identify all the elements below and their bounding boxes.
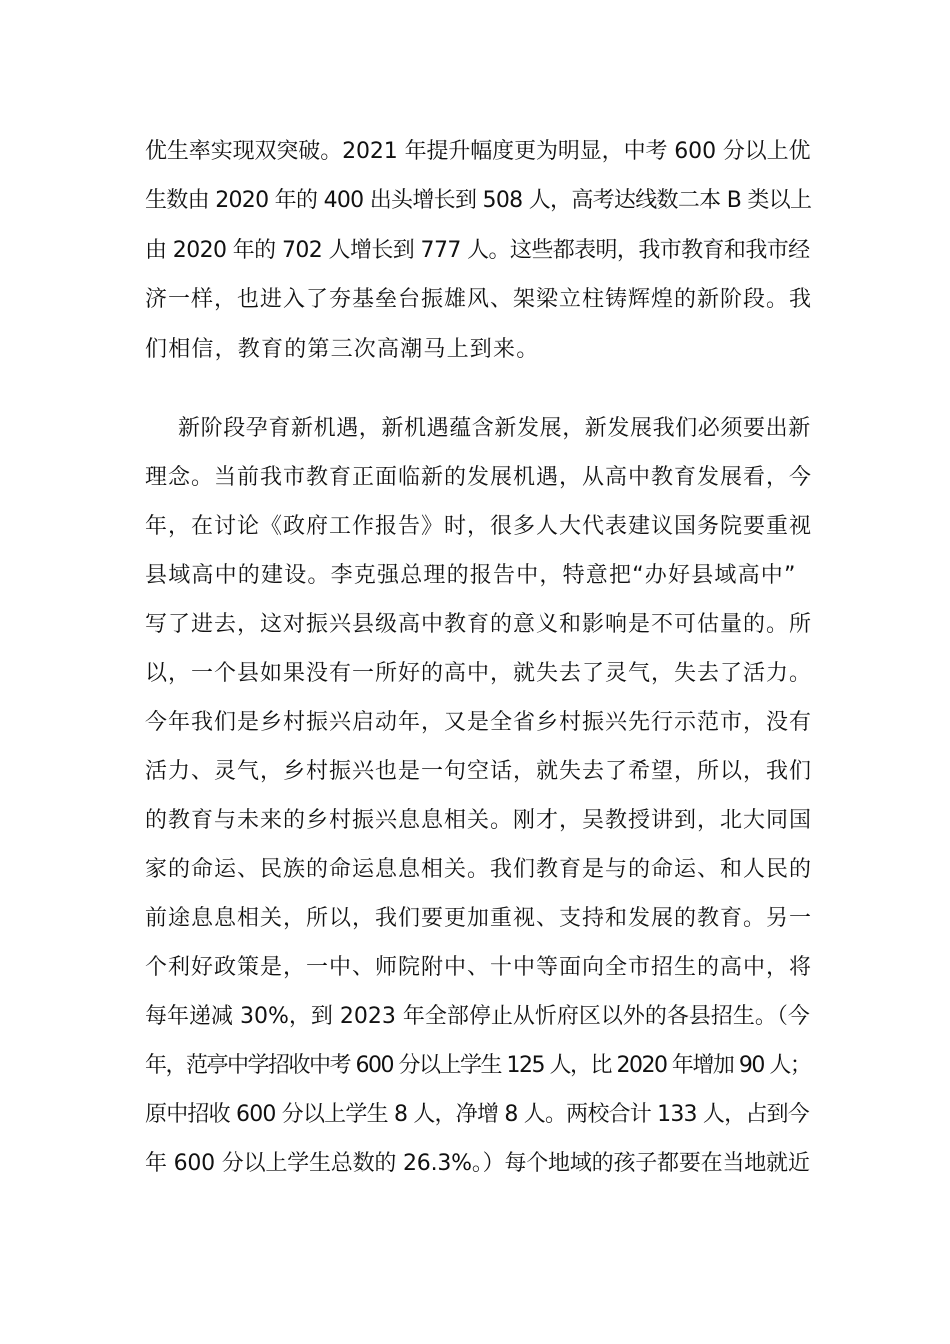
paragraph-2-line-8: 活力、灵气，乡村振兴也是一句空话，就失去了希望，所以，我们 — [145, 759, 813, 784]
paragraph-2-line-4: 县域高中的建设。李克强总理的报告中，特意把“办好县域高中” — [145, 563, 797, 588]
paragraph-2-line-16: 年 600 分以上学生总数的 26.3%。）每个地域的孩子都要在当地就近 — [145, 1151, 810, 1176]
paragraph-1-line-3: 由 2020 年的 702 人增长到 777 人。这些都表明，我市教育和我市经 — [145, 238, 810, 263]
paragraph-1-line-2: 生数由 2020 年的 400 出头增长到 508 人，高考达线数二本 B 类以上 — [145, 188, 812, 213]
paragraph-2-line-9: 的教育与未来的乡村振兴息息相关。刚才，吴教授讲到，北大同国 — [145, 808, 813, 833]
paragraph-2-line-14: 年，范亭中学招收中考 600 分以上学生 125 人，比 2020 年增加 90 人； — [145, 1053, 811, 1078]
paragraph-2-line-7: 今年我们是乡村振兴启动年，又是全省乡村振兴先行示范市，没有 — [145, 710, 813, 735]
paragraph-1-line-1: 优生率实现双突破。2021 年提升幅度更为明显，中考 600 分以上优 — [145, 139, 811, 164]
paragraph-1-line-4: 济一样，也进入了夯基垒台振雄风、架梁立柱铸辉煌的新阶段。我 — [145, 287, 813, 312]
paragraph-2-line-15: 原中招收 600 分以上学生 8 人，净增 8 人。两校合计 133 人，占到今 — [145, 1102, 809, 1127]
paragraph-2-line-1: 新阶段孕育新机遇，新机遇蕴含新发展，新发展我们必须要出新 — [178, 416, 811, 441]
paragraph-2-line-3: 年，在讨论《政府工作报告》时，很多人大代表建议国务院要重视 — [145, 514, 813, 539]
paragraph-2-line-5: 写了进去，这对振兴县级高中教育的意义和影响是不可估量的。所 — [145, 612, 813, 637]
paragraph-2-line-6: 以，一个县如果没有一所好的高中，就失去了灵气，失去了活力。 — [145, 661, 813, 686]
paragraph-2-line-10: 家的命运、民族的命运息息相关。我们教育是与的命运、和人民的 — [145, 857, 813, 882]
paragraph-2-line-11: 前途息息相关，所以，我们要更加重视、支持和发展的教育。另一 — [145, 906, 813, 931]
paragraph-2-line-2: 理念。当前我市教育正面临新的发展机遇，从高中教育发展看，今 — [145, 465, 813, 490]
paragraph-2-line-13: 每年递减 30%，到 2023 年全部停止从忻府区以外的各县招生。（今 — [145, 1004, 810, 1029]
paragraph-2-line-12: 个利好政策是，一中、师院附中、十中等面向全市招生的高中，将 — [145, 955, 813, 980]
paragraph-1-line-5: 们相信，教育的第三次高潮马上到来。 — [145, 337, 540, 362]
